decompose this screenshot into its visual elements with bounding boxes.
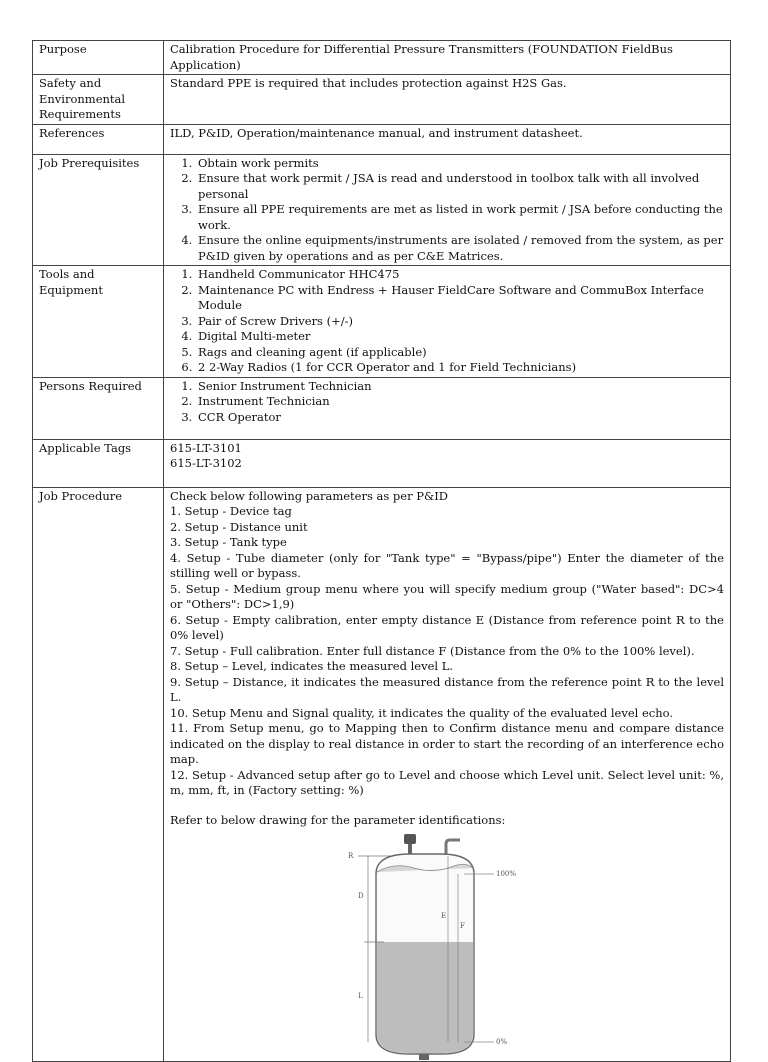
list-item: 4. Digital Multi-meter xyxy=(196,329,724,345)
label-tools: Tools and Equipment xyxy=(33,266,164,378)
value-safety: Standard PPE is required that includes protection against H2S Gas. xyxy=(164,75,731,125)
label-persons: Persons Required xyxy=(33,377,164,439)
procedure-line: 8. Setup – Level, indicates the measured level L. xyxy=(170,659,453,673)
tag-item: 615-LT-3101 xyxy=(170,440,242,455)
list-item: 2. Ensure that work permit / JSA is read and understood in toolbox talk with all involved personal xyxy=(196,171,724,202)
procedure-line: 3. Setup - Tank type xyxy=(170,535,287,549)
label-safety: Safety and Environmental Requirements xyxy=(33,75,164,125)
row-procedure xyxy=(33,487,731,1062)
label-l: L xyxy=(358,992,363,1000)
row-purpose xyxy=(33,41,731,75)
list-item: 1. Handheld Communicator HHC475 xyxy=(196,267,724,283)
tank-liquid xyxy=(377,942,473,1053)
procedure-line: 9. Setup – Distance, it indicates the measured distance from the reference point R to the level L. xyxy=(170,674,724,704)
label-prerequisites: Job Prerequisites xyxy=(33,154,164,266)
procedure-line: 12. Setup - Advanced setup after go to Level and choose which Level unit. Select level unit: %, m, mm, ft, in (Factory setting: %) xyxy=(170,767,724,797)
procedure-line: 10. Setup Menu and Signal quality, it indicates the quality of the evaluated level echo. xyxy=(170,705,674,720)
label-tags: Applicable Tags xyxy=(33,439,164,487)
row-prerequisites xyxy=(33,154,731,266)
procedure-line: Check below following parameters as per P&ID xyxy=(170,488,448,503)
label-f: F xyxy=(460,922,465,930)
list-item: 2. Maintenance PC with Endress + Hauser FieldCare Software and CommuBox Interface Module xyxy=(196,283,724,314)
tank-level-diagram xyxy=(324,828,554,1060)
drawing-note: Refer to below drawing for the parameter identifications: xyxy=(170,812,506,827)
row-tags xyxy=(33,439,731,487)
label-purpose: Purpose xyxy=(33,41,164,75)
list-item: 1. Obtain work permits xyxy=(196,156,724,172)
transmitter-icon xyxy=(404,834,416,844)
list-item: 3. Pair of Screw Drivers (+/-) xyxy=(196,314,724,330)
prerequisites-list xyxy=(170,156,724,265)
procedure-line: 11. From Setup menu, go to Mapping then to Confirm distance menu and compare distance indicated on the display to real distance in order to start the recording of an interference echo map. xyxy=(170,721,724,766)
list-item: 1. Senior Instrument Technician xyxy=(196,379,724,395)
label-empty: 0% xyxy=(496,1038,508,1046)
list-item: 4. Ensure the online equipments/instruments are isolated / removed from the system, as per P&ID given by operations and as per C&E Matrices. xyxy=(196,233,724,264)
label-r: R xyxy=(348,852,354,860)
value-references: ILD, P&ID, Operation/maintenance manual, and instrument datasheet. xyxy=(164,124,731,154)
procedure-line: 5. Setup - Medium group menu where you will specify medium group ("Water based": DC>4 or "Others": DC>1,9) xyxy=(170,581,724,611)
list-item: 2. Instrument Technician xyxy=(196,394,724,410)
procedure-line: 4. Setup - Tube diameter (only for "Tank type" = "Bypass/pipe") Enter the diameter of the stilling well or bypass. xyxy=(170,550,724,580)
procedure-line: 6. Setup - Empty calibration, enter empty distance E (Distance from reference point R to the 0% level) xyxy=(170,612,724,642)
value-purpose: Calibration Procedure for Differential Pressure Transmitters (FOUNDATION FieldBus Application) xyxy=(164,41,731,75)
list-item: 5. Rags and cleaning agent (if applicable) xyxy=(196,345,724,361)
row-safety xyxy=(33,75,731,125)
row-tools xyxy=(33,266,731,378)
row-persons xyxy=(33,377,731,439)
tank-drawing xyxy=(170,828,724,1060)
persons-list xyxy=(170,379,724,426)
procedure-table xyxy=(32,40,731,1062)
label-d: D xyxy=(358,892,364,900)
label-e: E xyxy=(441,912,447,920)
label-procedure: Job Procedure xyxy=(33,487,164,1062)
procedure-line: 1. Setup - Device tag xyxy=(170,504,292,518)
tools-list xyxy=(170,267,724,376)
tag-item: 615-LT-3102 xyxy=(170,456,242,470)
row-references xyxy=(33,124,731,154)
list-item: 3. CCR Operator xyxy=(196,410,724,426)
procedure-line: 7. Setup - Full calibration. Enter full distance F (Distance from the 0% to the 100% level). xyxy=(170,643,695,658)
label-references: References xyxy=(33,124,164,154)
label-full: 100% xyxy=(496,870,517,878)
list-item: 6. 2 2-Way Radios (1 for CCR Operator and 1 for Field Technicians) xyxy=(196,360,724,376)
procedure-line: 2. Setup - Distance unit xyxy=(170,519,308,534)
list-item: 3. Ensure all PPE requirements are met as listed in work permit / JSA before conducting the work. xyxy=(196,202,724,233)
